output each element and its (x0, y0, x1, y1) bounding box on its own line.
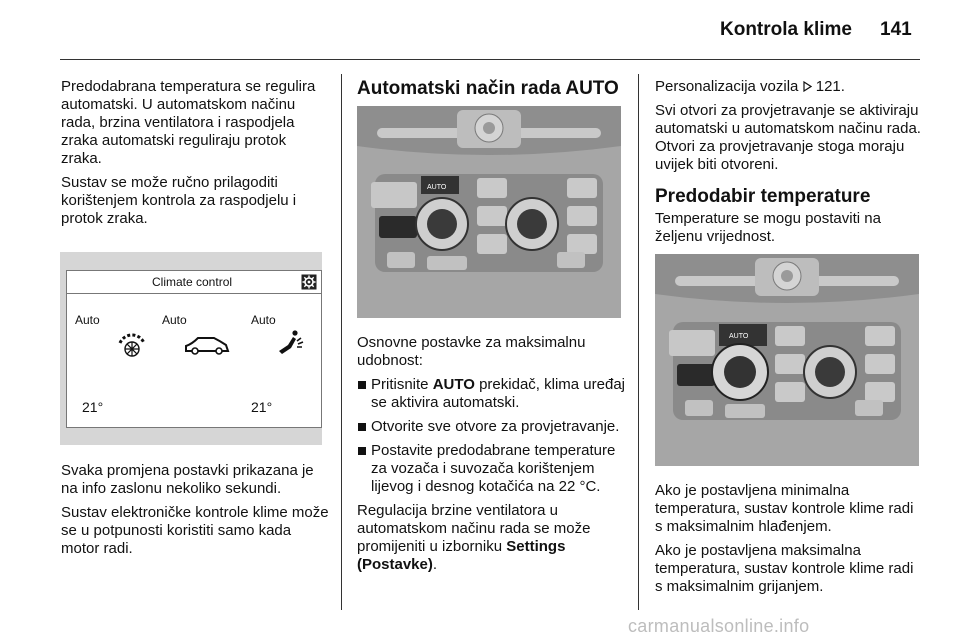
col1-paragraph-1: Predodabrana temperatura se regulira automatski. U automatskom načinu rada, brzina ventilatora i raspodjela zraka automatski reguliraju protok zraka. (61, 78, 316, 167)
col2-heading: Automatski način rada AUTO (357, 78, 619, 99)
col2-bullet-list (357, 376, 627, 496)
column-divider-2 (638, 74, 639, 610)
air-distribution-icon (273, 329, 305, 361)
col3-paragraph-3: Temperature se mogu postaviti na željenu vrijednost. (655, 210, 881, 245)
display-temp-passenger: 21° (251, 399, 273, 415)
temperature-knob-photo (655, 254, 919, 466)
temperature-panel-drawing (655, 254, 919, 466)
col3-page-ref: 121. (811, 78, 845, 95)
col3-paragraph-2: Svi otvori za provjetravanje se aktiviraju automatski u automatskom načinu rada. Otvori za provjetravanje stoga moraju uvijek biti otvoreni. (655, 102, 921, 173)
climate-panel-photo (357, 106, 621, 318)
column-1 (61, 78, 331, 234)
col3-heading: Predodabir temperature (655, 186, 871, 207)
column-1-lower (61, 462, 331, 564)
col3-paragraph-5: Ako je postavljena maksimalna temperatura, sustav kontrole klime radi s maksimalnim grijanjem. (655, 542, 914, 595)
auto-keyword: AUTO (432, 376, 475, 393)
column-2-lower (357, 334, 627, 580)
col2-intro: Osnovne postavke za maksimalnu udobnost: (357, 334, 586, 369)
display-auto-ac-label: Auto (162, 313, 187, 327)
car-ac-icon (182, 333, 232, 357)
col3-paragraph-4: Ako je postavljena minimalna temperatura, sustav kontrole klime radi s maksimalnim hlađenjem. (655, 482, 914, 535)
climate-display-screen (66, 270, 322, 428)
column-3 (655, 78, 923, 252)
col3-paragraph-1 (655, 78, 923, 96)
header-divider (60, 59, 920, 60)
column-3-lower (655, 482, 923, 602)
bullet-1-text-pre: Pritisnite (371, 376, 433, 393)
col2-bullet-3: Postavite predodabrane temperature za vozača i suvozača korištenjem lijevog i desnog kotačića na 22 °C. (357, 442, 627, 496)
column-2 (357, 78, 627, 102)
auto-button-label: AUTO (427, 184, 447, 191)
page-reference-arrow-icon (803, 81, 812, 92)
column-divider-1 (341, 74, 342, 610)
col1-paragraph-4: Sustav elektroničke kontrole klime može se u potpunosti koristiti samo kada motor radi. (61, 504, 329, 557)
col2-end-text-post: . (432, 556, 438, 573)
col2-bullet-1 (357, 376, 627, 412)
display-auto-distribution-label: Auto (251, 313, 276, 327)
col2-end-text-pre: Regulacija brzine ventilatora u automatskom načinu rada se može promijeniti u izborniku (357, 502, 591, 555)
auto-button-label-2: AUTO (729, 333, 749, 340)
watermark: carmanualsonline.info (628, 616, 810, 636)
col1-paragraph-3: Svaka promjena postavki prikazana je na info zaslonu nekoliko sekundi. (61, 462, 314, 497)
display-title-bar (67, 271, 321, 294)
settings-menu-keyword: Settings (Postavke) (357, 538, 566, 573)
display-auto-fan-label: Auto (75, 313, 100, 327)
settings-icon (301, 274, 317, 290)
col1-paragraph-2: Sustav se može ručno prilagoditi korištenjem kontrola za raspodjelu i protok zraka. (61, 174, 297, 227)
display-temp-driver: 21° (82, 399, 104, 415)
display-title: Climate control (152, 275, 233, 289)
col2-paragraph-end (357, 502, 627, 574)
climate-panel-drawing (357, 106, 621, 318)
climate-display-illustration (60, 252, 322, 445)
col3-p1-text: Personalizacija vozila (655, 78, 803, 95)
page-header-title: Kontrola klime (720, 19, 852, 40)
page-number: 141 (880, 19, 912, 40)
bullet-1-text-post: prekidač, klima uređaj se aktivira automatski. (371, 376, 625, 411)
col2-bullet-2: Otvorite sve otvore za provjetravanje. (357, 418, 627, 436)
fan-speed-icon (115, 327, 149, 361)
